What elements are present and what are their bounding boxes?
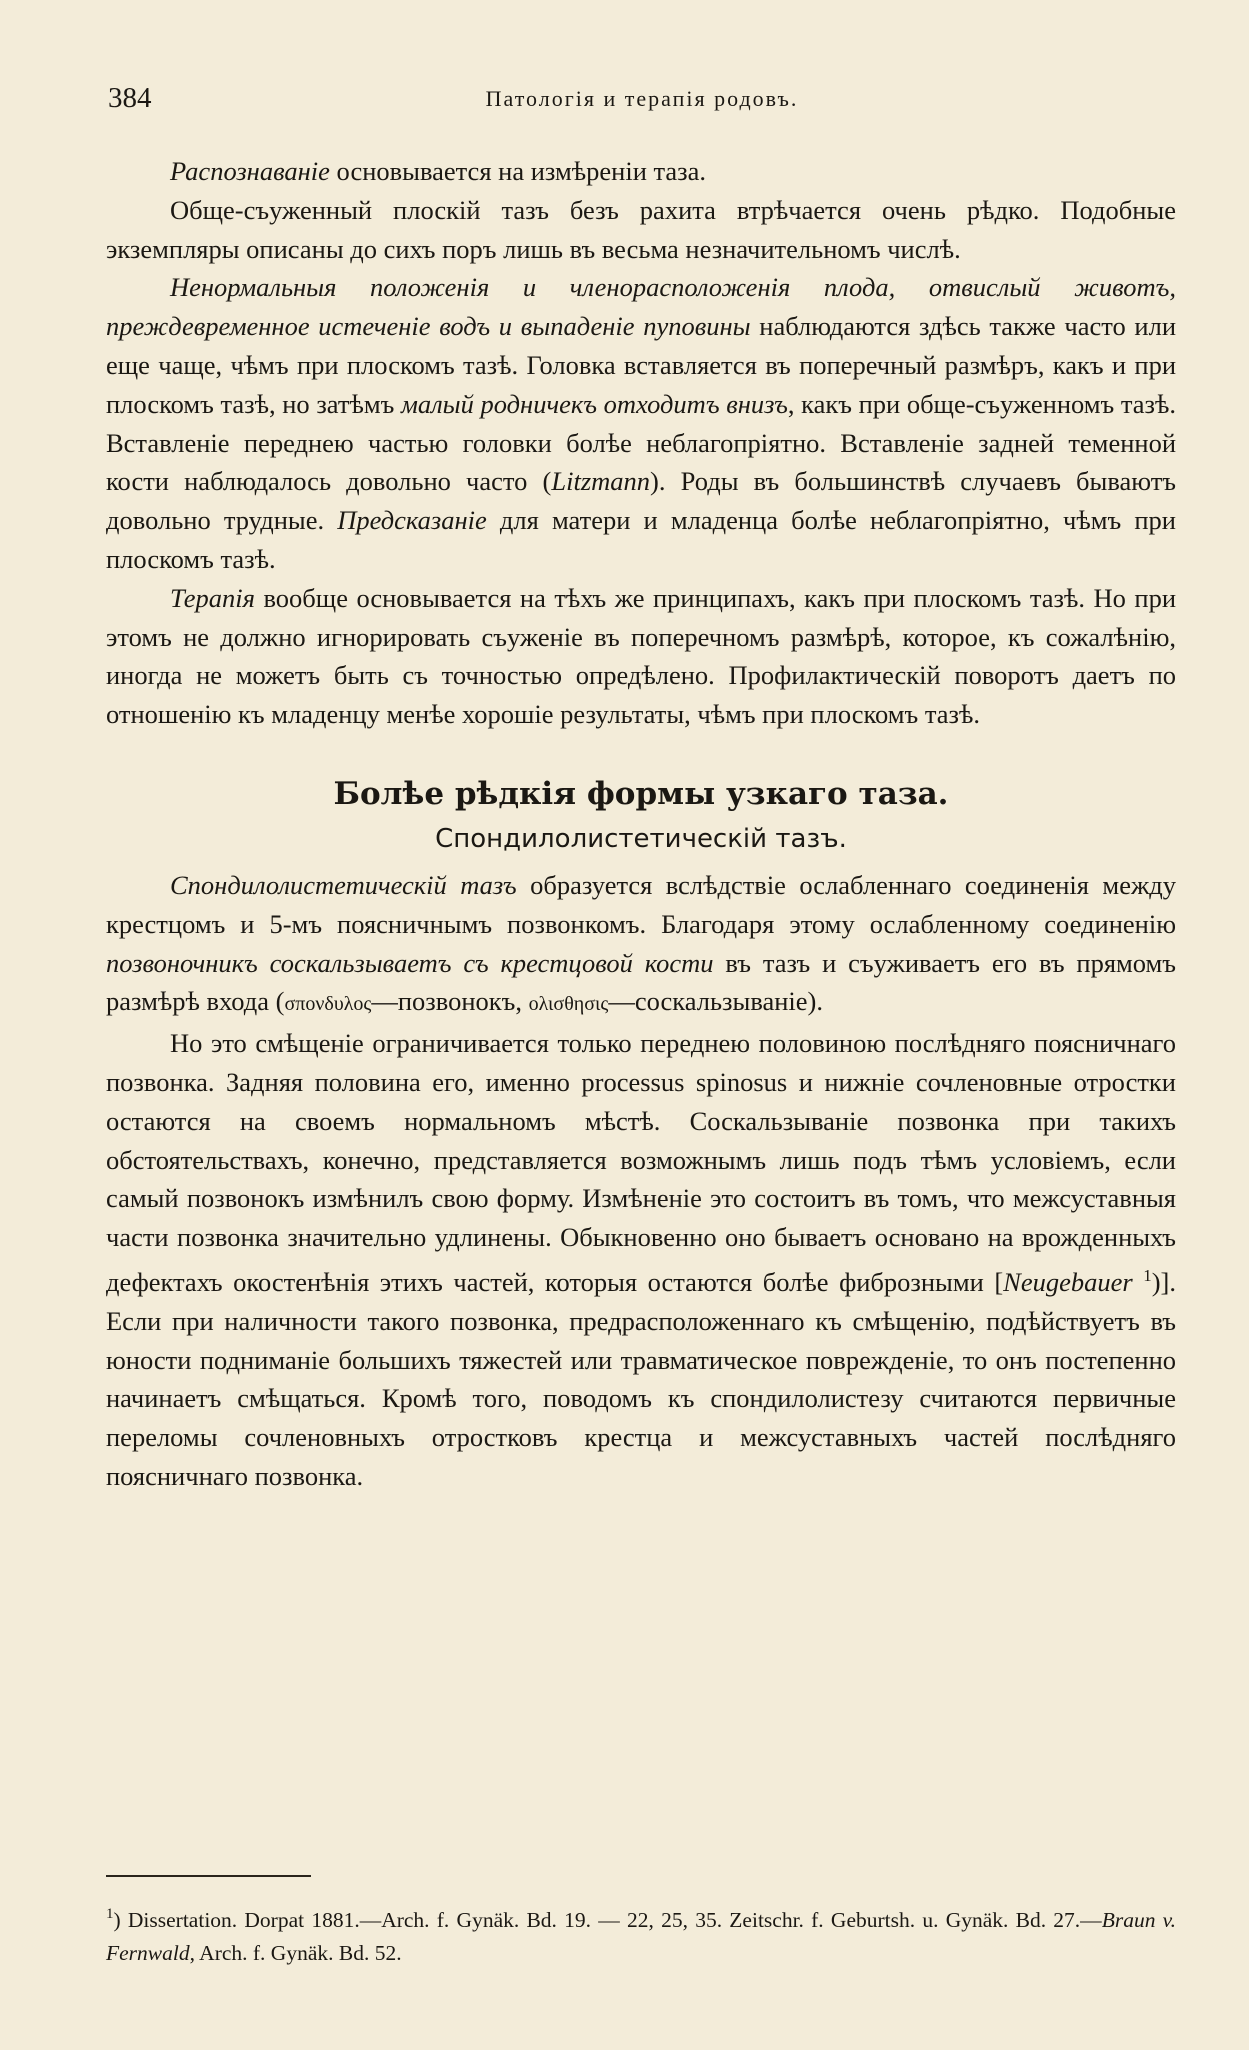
main-text [106, 152, 1176, 1496]
term-diagnosis: Распознаваніе [170, 156, 330, 186]
footnote-reference[interactable]: 1 [1143, 1265, 1152, 1285]
page-number: 384 [108, 82, 152, 114]
section-heading: Болѣе рѣдкія формы узкаго таза. [333, 775, 949, 812]
page-header [108, 82, 1176, 122]
paragraph-text: —соскальзываніе). [608, 986, 824, 1017]
footnote-text: , Arch. f. Gynäk. Bd. 52. [189, 1941, 402, 1965]
greek-word-vertebra: σπονδυλος [284, 993, 372, 1016]
term-spondylolisthetic-pelvis: Спондилолистетическій тазъ [170, 869, 517, 900]
paragraph-diagnosis [106, 152, 1176, 191]
footnote-mark: 1 [106, 1906, 114, 1922]
paragraph-text: Но это смѣщеніе ограничивается только переднею половиною послѣдняго поясничнаго позвонка. Задняя половина его, именно processus spinosus и нижніе сочленовные отростки остаются на своемъ нормальномъ мѣстѣ. Соскальзываніе позвонка при такихъ обстоятельствахъ, конечно, представляется возможнымъ лишь подъ тѣмъ условіемъ, если самый позвонокъ измѣнилъ свою форму. Измѣненіе это состоитъ въ томъ, что межсуставныя части позвонка значительно удлинены. Обыкновенно оно бываетъ основано на врожденныхъ дефектахъ окостенѣнія этихъ частей, которыя остаются болѣе фиброзными [ [106, 1028, 1176, 1297]
paragraph-text: наблюдаются здѣсь также часто или еще чаще, чѣмъ при плоскомъ тазѣ. Головка вставляется въ поперечный размѣръ, какъ и при плоскомъ тазѣ, но затѣмъ [106, 311, 1176, 419]
term-therapy: Терапія [170, 582, 255, 613]
paragraph-text: образуется вслѣдствіе ослабленнаго соединенія между крестцомъ и 5-мъ поясничнымъ позвонкомъ. Благодаря этому ослабленному соединенію [106, 869, 1176, 939]
footnote [106, 1898, 1176, 1970]
paragraph-text: ). Роды въ большинствѣ случаевъ бываютъ довольно трудные. [106, 466, 1176, 536]
term-spine-slides: позвоночникъ соскальзываетъ съ крестцовой кости [106, 947, 714, 978]
author-neugebauer: Neugebauer [1003, 1266, 1133, 1297]
paragraph-abnormal-positions [106, 268, 1176, 578]
paragraph-therapy [106, 579, 1176, 734]
author-litzmann: Litzmann [551, 466, 651, 497]
paragraph-spondylolisthetic-definition [106, 866, 1176, 1024]
greek-word-sliding: ολισθησις [528, 993, 609, 1016]
term-fontanelle: малый родничекъ отходитъ внизъ [400, 388, 788, 419]
paragraph-general-narrow-pelvis: Обще-съуженный плоскій тазъ безъ рахита втрѣчается очень рѣдко. Подобные экземпляры описаны до сихъ поръ лишь въ весьма незначительномъ числѣ. [106, 194, 1176, 264]
footnote-author: Braun v. Fernwald [106, 1908, 1176, 1965]
paragraph-displacement [106, 1024, 1176, 1496]
paragraph-text: въ тазъ и съуживаетъ его въ прямомъ размѣрѣ входа ( [106, 947, 1177, 1017]
paragraph-text: вообще основывается на тѣхъ же принципахъ, какъ при плоскомъ тазѣ. Но при этомъ не должно игнорировать съуженіе въ поперечномъ размѣрѣ, которое, къ сожалѣнію, иногда не можетъ быть съ точностью опредѣлено. Профилактическій поворотъ даетъ по отношенію къ младенцу менѣе хорошіе результаты, чѣмъ при плоскомъ тазѣ. [106, 582, 1176, 730]
running-title: Патологія и терапія родовъ. [485, 86, 799, 111]
subsection-heading: Спондилолистетическій тазъ. [435, 823, 847, 854]
paragraph-text: , какъ при обще-съуженномъ тазѣ. Вставленіе переднею частью головки болѣе неблагопріятно. Вставленіе задней теменной кости наблюдалось довольно часто ( [106, 388, 1176, 497]
paragraph-text: основывается на измѣреніи таза. [329, 156, 707, 186]
footnote-text: ) Dissertation. Dorpat 1881.—Arch. f. Gynäk. Bd. 19. — 22, 25, 35. Zeitschr. f. Geburtsh. u. Gynäk. Bd. 27.— [113, 1908, 1102, 1932]
term-abnormal-positions: Ненормальныя положенія и членорасположенія плода, отвислый животъ, преждевременное истеченіе водъ и выпаденіе пуповины [106, 272, 1176, 342]
paragraph-text: )]. Если при наличности такого позвонка, предрасположеннаго къ смѣщенію, подѣйствуетъ въ юности подниманіе большихъ тяжестей или травматическое поврежденіе, то онъ постепенно начинаетъ смѣщаться. Кромѣ того, поводомъ къ спондилолистезу считаются первичные переломы сочленовныхъ отростковъ крестца и межсуставныхъ частей послѣдняго поясничнаго позвонка. [106, 1266, 1176, 1491]
footnote-divider [106, 1875, 311, 1877]
paragraph-text: —позвонокъ, [371, 986, 529, 1017]
paragraph-text: для матери и младенца болѣе неблагопріятно, чѣмъ при плоскомъ тазѣ. [106, 505, 1176, 574]
term-prognosis: Предсказаніе [337, 505, 487, 536]
